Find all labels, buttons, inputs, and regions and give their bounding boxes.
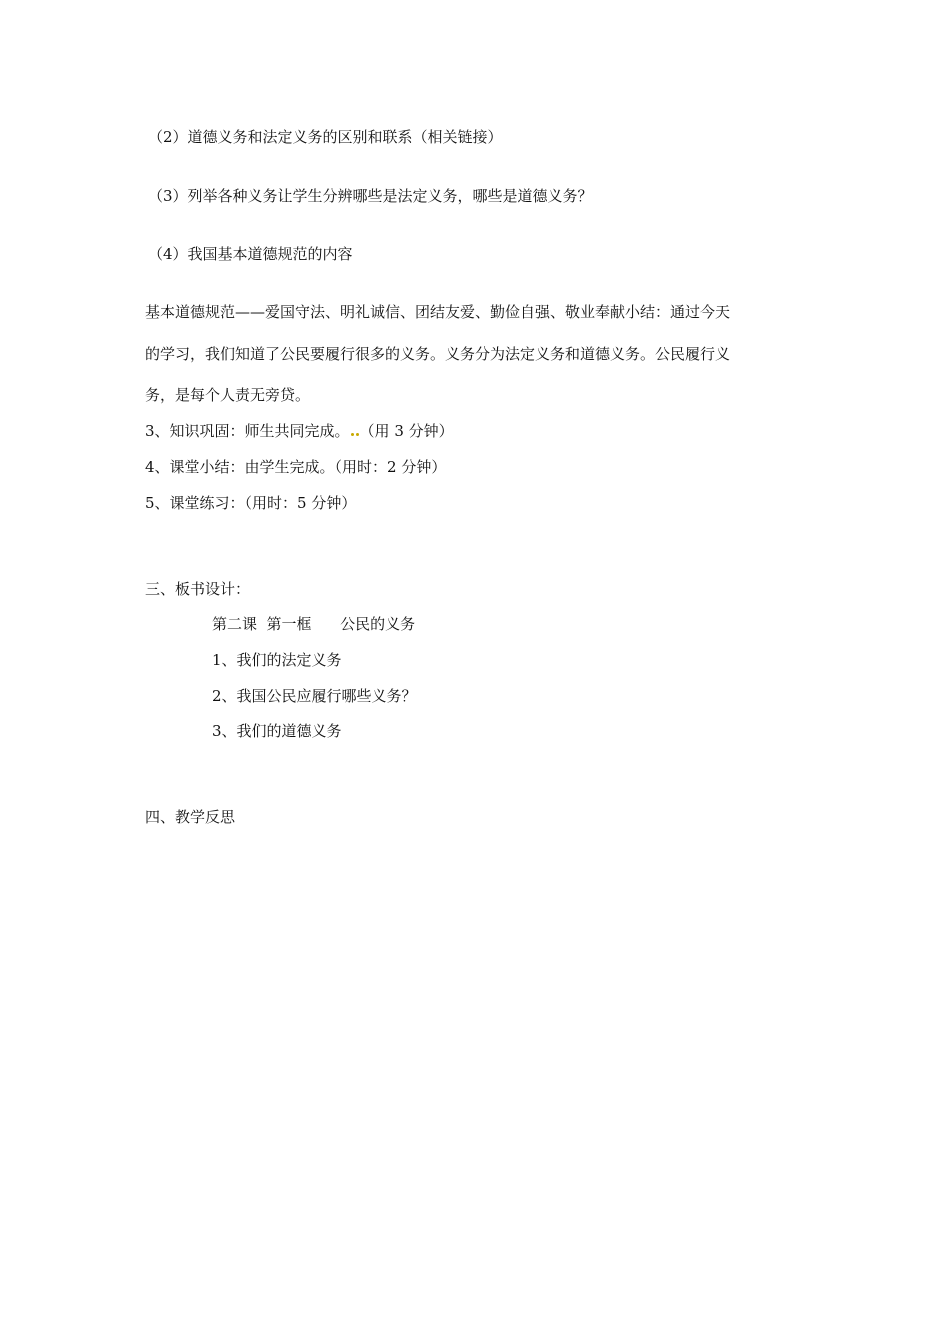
board-point-1: 1、我们的法定义务 [212,651,342,669]
board-point-3: 3、我们的道德义务 [212,722,342,740]
board-design-heading: 三、板书设计： [145,580,251,598]
mark-dot [356,433,359,436]
board-design-title: 第二课 第一框 公民的义务 [212,615,416,633]
step-3-label: 3、知识巩固：师生共同完成。 [145,422,350,440]
step-3 [145,421,815,441]
board-point-2: 2、我国公民应履行哪些义务？ [212,687,417,705]
paragraph-line-3: 务，是每个人责无旁贷。 [145,386,311,404]
paragraph-line-1: 基本道德规范——爱国守法、明礼诚信、团结友爱、勤俭自强、敬业奉献小结：通过今天 [145,303,731,321]
step-3-time: （用 3 分钟） [359,422,454,440]
step-4: 4、课堂小结：由学生完成。（用时：2 分钟） [145,458,447,476]
item-3: （3）列举各种义务让学生分辨哪些是法定义务，哪些是道德义务？ [148,187,593,205]
step-5: 5、课堂练习：（用时：5 分钟） [145,494,357,512]
reflection-heading: 四、教学反思 [145,808,236,826]
mark-dot [351,433,354,436]
item-2: （2）道德义务和法定义务的区别和联系（相关链接） [148,128,503,146]
item-4: （4）我国基本道德规范的内容 [148,245,353,263]
paragraph-line-2: 的学习，我们知道了公民要履行很多的义务。义务分为法定义务和道德义务。公民履行义 [145,345,731,363]
